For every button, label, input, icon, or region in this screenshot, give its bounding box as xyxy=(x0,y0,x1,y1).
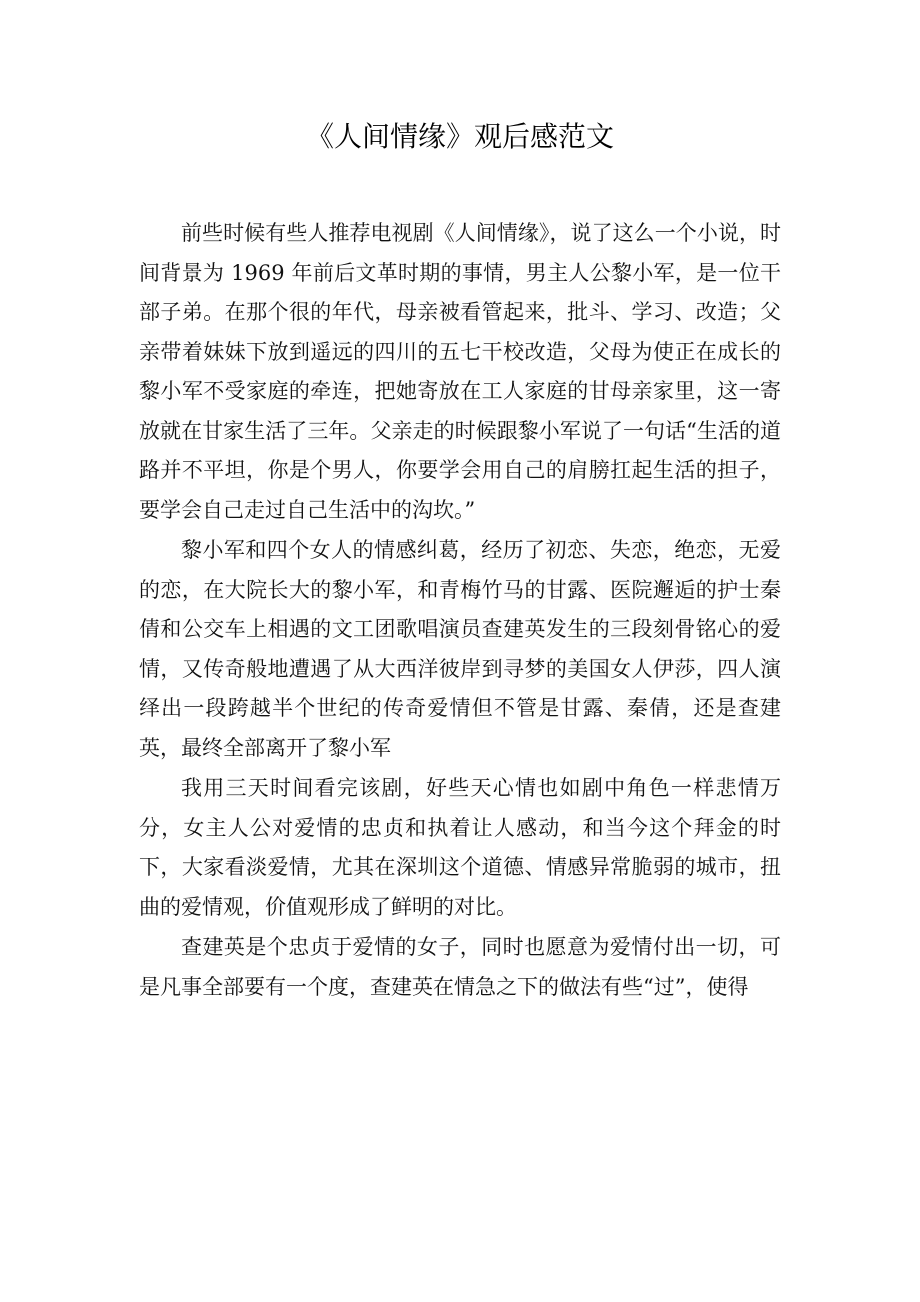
paragraph-1: 前些时候有些人推荐电视剧《人间情缘》，说了这么一个小说，时间背景为 1969 年前后文革时期的事情，男主人公黎小军，是一位干部子弟。在那个很的年代，母亲被看管起来，批斗、学习、改造；父亲带着妹妹下放到遥远的四川的五七干校改造，父母为使正在成长的黎小军不受家庭的牵连，把她寄放在工人家庭的甘母亲家里，这一寄放就在甘家生活了三年。父亲走的时候跟黎小军说了一句话“生活的道路并不平坦，你是个男人，你要学会用自己的肩膀扛起生活的担子，要学会自己走过自己生活中的沟坎。” xyxy=(139,221,781,522)
document-body xyxy=(139,214,781,1008)
paragraph-4: 查建英是个忠贞于爱情的女子，同时也愿意为爱情付出一切，可是凡事全部要有一个度，查建英在情急之下的做法有些“过”，使得 xyxy=(139,935,781,999)
paragraph-2: 黎小军和四个女人的情感纠葛，经历了初恋、失恋，绝恋，无爱的恋，在大院长大的黎小军，和青梅竹马的甘露、医院邂逅的护士秦倩和公交车上相遇的文工团歌唱演员查建英发生的三段刻骨铭心的爱情，又传奇般地遭遇了从大西洋彼岸到寻梦的美国女人伊莎，四人演绎出一段跨越半个世纪的传奇爱情但不管是甘露、秦倩，还是查建英，最终全部离开了黎小军 xyxy=(139,538,781,760)
document-title: 《人间情缘》观后感范文 xyxy=(305,120,614,153)
paragraph-3: 我用三天时间看完该剧，好些天心情也如剧中角色一样悲情万分，女主人公对爱情的忠贞和执着让人感动，和当今这个拜金的时下，大家看淡爱情，尤其在深圳这个道德、情感异常脆弱的城市，扭曲的爱情观，价值观形成了鲜明的对比。 xyxy=(139,776,781,919)
